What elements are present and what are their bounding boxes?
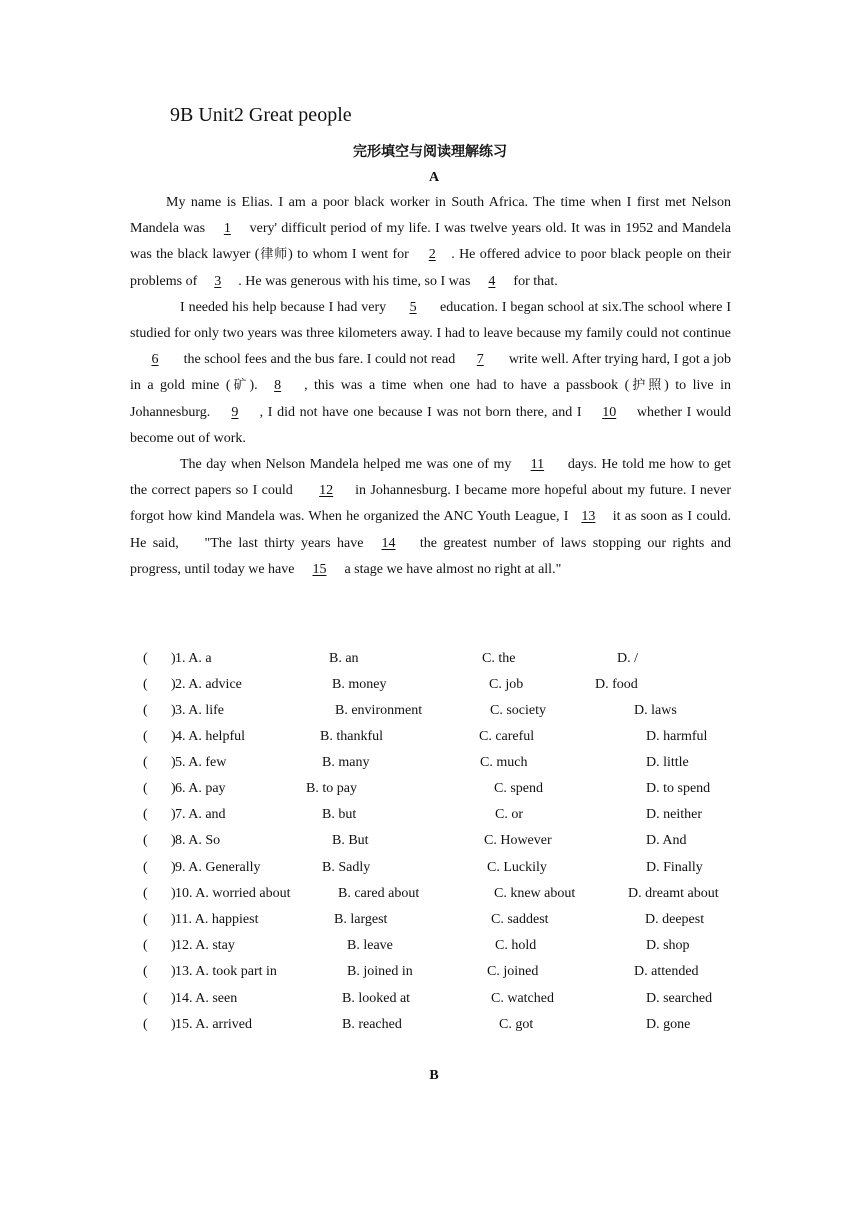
answer-paren-open[interactable]: (: [143, 938, 148, 953]
answer-paren-open[interactable]: (: [143, 860, 148, 875]
question-row: [0, 675, 860, 701]
answer-paren-close: ): [171, 886, 176, 901]
answer-paren-close: ): [171, 860, 176, 875]
passage-text: a stage we have almost no right at all.": [344, 561, 562, 577]
option-b: B. but: [322, 807, 357, 822]
blank-5: 5: [409, 299, 417, 315]
blank-13: 13: [581, 509, 596, 525]
page-subtitle: 完形填空与阅读理解练习: [353, 144, 507, 160]
answer-paren-close: ): [171, 703, 176, 718]
passage-text: write well. After trying hard, I got a job in a gold mine (: [130, 352, 731, 394]
passage-text: ) to live in Johannesburg.: [130, 378, 731, 420]
passage-text: , I did not have one because I was not born there, and I: [254, 404, 587, 420]
answer-paren-close: ): [171, 729, 176, 744]
passage-text: . He was generous with his time, so I was: [234, 273, 474, 289]
blank-7: 7: [476, 352, 484, 368]
blank-11: 11: [530, 457, 545, 473]
passage-text: it as soon as I could. He said, "The last thirty years have: [130, 509, 731, 551]
option-b: B. cared about: [338, 886, 420, 901]
paragraph-1: [130, 190, 731, 295]
question-row: [0, 1015, 860, 1041]
option-d: D. food: [595, 677, 638, 692]
option-d: D. to spend: [646, 781, 711, 796]
option-c: C. watched: [491, 991, 554, 1006]
answer-paren-close: ): [171, 833, 176, 848]
option-b: B. an: [329, 651, 359, 666]
option-d: D. /: [617, 651, 638, 666]
passage-text: ).: [249, 378, 258, 394]
blank-9: 9: [231, 404, 239, 420]
answer-paren-open[interactable]: (: [143, 703, 148, 718]
option-b: B. many: [322, 755, 370, 770]
option-c: C. society: [490, 703, 546, 718]
option-d: D. And: [646, 833, 687, 848]
option-a: 5. A. few: [175, 755, 227, 770]
passage-text: The day when Nelson Mandela helped me was one of my: [180, 457, 512, 473]
option-b: B. leave: [347, 938, 393, 953]
option-d: D. harmful: [646, 729, 708, 744]
question-row: [0, 701, 860, 727]
question-row: [0, 989, 860, 1015]
option-b: B. environment: [335, 703, 423, 718]
answer-paren-open[interactable]: (: [143, 912, 148, 927]
option-d: D. little: [646, 755, 689, 770]
blank-4: 4: [488, 273, 496, 289]
option-d: D. gone: [646, 1017, 691, 1032]
answer-paren-open[interactable]: (: [143, 991, 148, 1006]
option-b: B. largest: [334, 912, 388, 927]
option-c: C. saddest: [491, 912, 549, 927]
answer-paren-close: ): [171, 781, 176, 796]
answer-paren-open[interactable]: (: [143, 781, 148, 796]
chinese-gloss: 律师: [259, 247, 289, 263]
answer-paren-open[interactable]: (: [143, 651, 148, 666]
answer-paren-close: ): [171, 755, 176, 770]
answer-paren-close: ): [171, 651, 176, 666]
option-d: D. attended: [634, 964, 699, 979]
blank-3: 3: [214, 273, 222, 289]
question-row: [0, 805, 860, 831]
chinese-gloss: 矿: [230, 378, 250, 394]
blank-2: 2: [428, 247, 436, 263]
passage-text: days. He told me how to get the correct papers so I could: [130, 457, 731, 499]
passage-text: the greatest number of laws stopping our rights and progress, until today we have: [130, 535, 731, 577]
blank-14: 14: [381, 535, 396, 551]
answer-paren-close: ): [171, 991, 176, 1006]
chinese-gloss: 护照: [629, 378, 665, 394]
option-a: 3. A. life: [175, 703, 224, 718]
section-b-label: B: [429, 1068, 439, 1083]
passage-text: whether I would become out of work.: [130, 404, 731, 446]
option-d: D. neither: [646, 807, 702, 822]
passage-text: ) to whom I went for: [288, 247, 414, 263]
question-row: [0, 831, 860, 857]
option-c: C. much: [480, 755, 528, 770]
question-row: [0, 779, 860, 805]
passage-text: . He offered advice to poor black people on their problems of: [130, 247, 731, 289]
blank-10: 10: [602, 404, 617, 420]
question-row: [0, 753, 860, 779]
option-c: C. Luckily: [487, 860, 547, 875]
answer-paren-close: ): [171, 1017, 176, 1032]
option-a: 11. A. happiest: [175, 912, 259, 927]
option-c: C. got: [499, 1017, 534, 1032]
option-a: 4. A. helpful: [175, 729, 245, 744]
option-a: 8. A. So: [175, 833, 221, 848]
option-a: 7. A. and: [175, 807, 226, 822]
question-row: [0, 727, 860, 753]
option-c: C. job: [489, 677, 524, 692]
option-d: D. laws: [634, 703, 677, 718]
option-b: B. money: [332, 677, 387, 692]
option-c: C. However: [484, 833, 552, 848]
option-c: C. the: [482, 651, 516, 666]
blank-8: 8: [274, 378, 282, 394]
passage-text: I needed his help because I had very: [180, 299, 391, 315]
page-title: 9B Unit2 Great people: [170, 104, 352, 126]
option-d: D. shop: [646, 938, 690, 953]
blank-12: 12: [319, 483, 334, 499]
option-a: 14. A. seen: [175, 991, 238, 1006]
paragraph-2: [130, 295, 731, 452]
answer-paren-open[interactable]: (: [143, 833, 148, 848]
answer-paren-open[interactable]: (: [143, 729, 148, 744]
option-b: B. thankful: [320, 729, 383, 744]
question-row: [0, 649, 860, 675]
answer-paren-open[interactable]: (: [143, 964, 148, 979]
option-b: B. to pay: [306, 781, 357, 796]
option-a: 13. A. took part in: [175, 964, 277, 979]
answer-paren-open[interactable]: (: [143, 755, 148, 770]
option-b: B. looked at: [342, 991, 411, 1006]
option-c: C. or: [495, 807, 523, 822]
option-b: B. joined in: [347, 964, 413, 979]
option-a: 12. A. stay: [175, 938, 235, 953]
passage-text: education. I began school at six.The school where I studied for only two years was three kilometers away. I had to leave because my family could not continue: [130, 299, 731, 342]
option-a: 2. A. advice: [175, 677, 242, 692]
option-d: D. deepest: [645, 912, 705, 927]
answer-paren-close: ): [171, 938, 176, 953]
option-d: D. dreamt about: [628, 886, 719, 901]
option-b: B. Sadly: [322, 860, 371, 875]
blank-15: 15: [312, 561, 327, 577]
answer-paren-close: ): [171, 677, 176, 692]
option-c: C. knew about: [494, 886, 576, 901]
option-c: C. joined: [487, 964, 539, 979]
option-c: C. spend: [494, 781, 543, 796]
passage-text: very' difficult period of my life. I was twelve years old. It was in 1952 and Mandela was the black lawyer (: [130, 221, 731, 263]
answer-paren-open[interactable]: (: [143, 807, 148, 822]
answer-paren-close: ): [171, 807, 176, 822]
question-row: [0, 962, 860, 988]
answer-paren-open[interactable]: (: [143, 1017, 148, 1032]
question-row: [0, 858, 860, 884]
option-d: D. Finally: [646, 860, 703, 875]
answer-paren-close: ): [171, 912, 176, 927]
cloze-passage: [130, 190, 731, 583]
answer-paren-open[interactable]: (: [143, 886, 148, 901]
option-a: 1. A. a: [175, 651, 212, 666]
option-b: B. reached: [342, 1017, 402, 1032]
option-c: C. hold: [495, 938, 537, 953]
blank-6: 6: [151, 352, 159, 368]
option-c: C. careful: [479, 729, 535, 744]
answer-paren-open[interactable]: (: [143, 677, 148, 692]
option-a: 15. A. arrived: [175, 1017, 252, 1032]
option-a: 6. A. pay: [175, 781, 226, 796]
section-a-label: A: [428, 170, 440, 185]
passage-text: , this was a time when one had to have a passbook (: [297, 378, 630, 394]
option-d: D. searched: [646, 991, 713, 1006]
option-a: 10. A. worried about: [175, 886, 291, 901]
answer-paren-close: ): [171, 964, 176, 979]
option-b: B. But: [332, 833, 369, 848]
blank-1: 1: [223, 221, 231, 237]
option-a: 9. A. Generally: [175, 860, 261, 875]
passage-text: My name is Elias. I am a poor black worker in South Africa. The time when I first met Nelson Mandela was: [130, 195, 731, 237]
passage-text: for that.: [509, 273, 558, 289]
question-row: [0, 936, 860, 962]
paragraph-3: [130, 452, 731, 583]
passage-text: in Johannesburg. I became more hopeful about my future. I never forgot how kind Mandela was. When he organized the ANC Youth League, I: [130, 483, 731, 525]
question-row: [0, 910, 860, 936]
question-row: [0, 884, 860, 910]
passage-text: the school fees and the bus fare. I could not read: [180, 352, 456, 368]
